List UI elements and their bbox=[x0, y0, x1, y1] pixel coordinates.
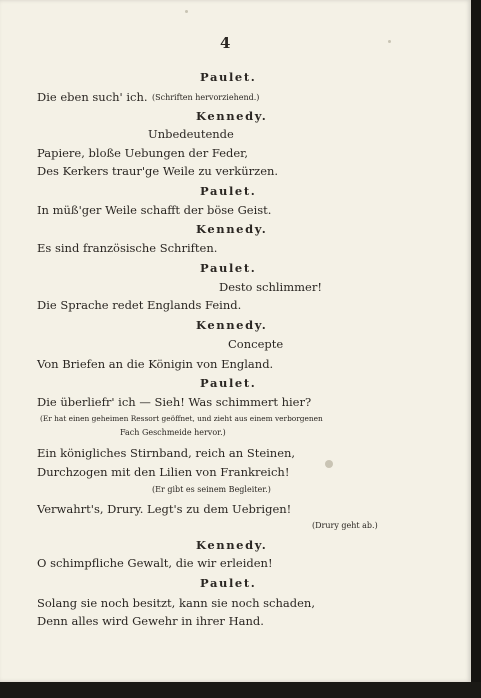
page-number: 4 bbox=[220, 34, 231, 52]
page-gutter bbox=[471, 0, 481, 698]
speaker-paulet: Paulet. bbox=[200, 184, 257, 198]
verse-line: Die Sprache redet Englands Feind. bbox=[37, 298, 242, 312]
verse-line: Durchzogen mit den Lilien von Frankreich! bbox=[37, 465, 290, 479]
speaker-kennedy: Kennedy. bbox=[196, 109, 268, 123]
verse-line: Denn alles wird Gewehr in ihrer Hand. bbox=[37, 614, 264, 628]
speaker-paulet: Paulet. bbox=[200, 261, 257, 275]
speaker-kennedy: Kennedy. bbox=[196, 538, 268, 552]
speaker-kennedy: Kennedy. bbox=[196, 222, 268, 236]
stage-direction: Fach Geschmeide hervor.) bbox=[120, 428, 226, 437]
verse-line: Unbedeutende bbox=[148, 127, 234, 141]
verse-line: Concepte bbox=[228, 337, 284, 351]
verse-line: In müß'ger Weile schafft der böse Geist. bbox=[37, 203, 272, 217]
speaker-kennedy: Kennedy. bbox=[196, 318, 268, 332]
stage-direction: (Er hat einen geheimen Ressort geöffnet, und zieht aus einem verborgenen bbox=[40, 414, 323, 423]
paper-speck bbox=[185, 10, 188, 13]
stage-direction: (Schriften hervorziehend.) bbox=[152, 93, 260, 102]
verse-line: O schimpfliche Gewalt, die wir erleiden! bbox=[37, 556, 273, 570]
verse-line: Die überliefr' ich — Sieh! Was schimmert hier? bbox=[37, 395, 312, 409]
paper-speck bbox=[388, 40, 391, 43]
verse-line: Verwahrt's, Drury. Legt's zu dem Uebrigen! bbox=[37, 502, 292, 516]
verse-line: Des Kerkers traur'ge Weile zu verkürzen. bbox=[37, 164, 279, 178]
verse-line: Desto schlimmer! bbox=[219, 280, 322, 294]
verse-line: Ein königliches Stirnband, reich an Steinen, bbox=[37, 446, 296, 460]
verse-line: Papiere, bloße Uebungen der Feder, bbox=[37, 146, 249, 160]
stage-direction: (Drury geht ab.) bbox=[312, 521, 378, 530]
speaker-paulet: Paulet. bbox=[200, 576, 257, 590]
verse-line: Die eben such' ich. bbox=[37, 90, 148, 104]
verse-line: Von Briefen an die Königin von England. bbox=[37, 357, 274, 371]
paper-speck bbox=[325, 460, 333, 468]
verse-line: Es sind französische Schriften. bbox=[37, 241, 218, 255]
speaker-paulet: Paulet. bbox=[200, 70, 257, 84]
stage-direction: (Er gibt es seinem Begleiter.) bbox=[152, 485, 271, 494]
page-bottom-edge bbox=[0, 682, 481, 698]
speaker-paulet: Paulet. bbox=[200, 376, 257, 390]
verse-line: Solang sie noch besitzt, kann sie noch schaden, bbox=[37, 596, 315, 610]
